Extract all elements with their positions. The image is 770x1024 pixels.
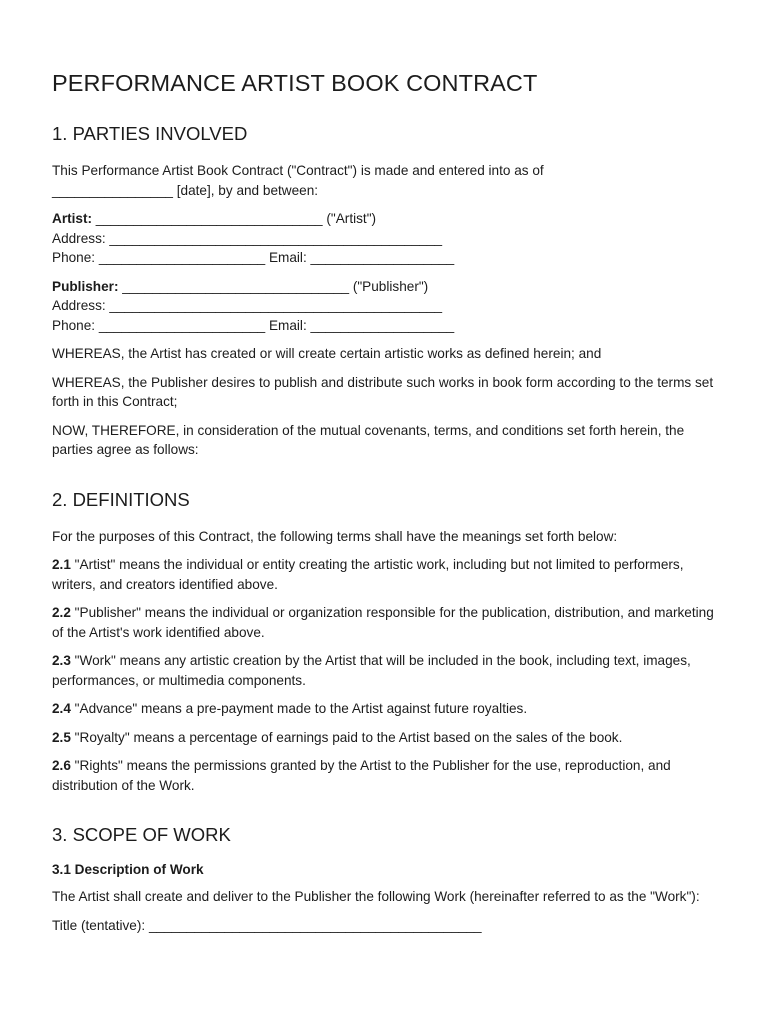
- definition-number: 2.1: [52, 557, 71, 572]
- now-therefore-paragraph: NOW, THEREFORE, in consideration of the mutual covenants, terms, and conditions set forth herein, the parties agree as follows:: [52, 422, 685, 457]
- definition-item: [52, 651, 720, 690]
- definition-number: 2.5: [52, 729, 71, 745]
- publisher-name-line: [52, 277, 720, 297]
- definition-item: [52, 699, 720, 719]
- publisher-address-line: Address: ____________________________________________: [52, 298, 443, 313]
- artist-address-line: Address: ____________________________________________: [52, 230, 443, 246]
- definition-text: "Rights" means the permissions granted by the Artist to the Publisher for the use, reproduction, and distribution of the Work.: [52, 758, 671, 793]
- subsection-heading-description: 3.1 Description of Work: [52, 862, 204, 877]
- definition-number: 2.4: [52, 701, 71, 716]
- artist-name-field: ______________________________ ("Artist"): [92, 211, 377, 226]
- publisher-contact-line: Phone: ______________________ Email: ___________________: [52, 317, 455, 333]
- definition-item: [52, 555, 720, 594]
- section-heading-definitions: 2. DEFINITIONS: [52, 488, 190, 510]
- definition-text: "Work" means any artistic creation by the Artist that will be included in the book, including text, images, performances, or multimedia components.: [52, 653, 691, 688]
- section-heading-parties: 1. PARTIES INVOLVED: [52, 123, 248, 144]
- whereas-artist-paragraph: WHEREAS, the Artist has created or will create certain artistic works as defined herein; and: [52, 346, 602, 361]
- intro-date-line: ________________ [date], by and between:: [52, 182, 319, 198]
- definition-text: "Royalty" means a percentage of earnings paid to the Artist based on the sales of the book.: [70, 729, 623, 745]
- intro-paragraph: [52, 161, 720, 200]
- artist-label: Artist:: [52, 211, 93, 226]
- artist-name-line: [52, 209, 720, 229]
- intro-line: This Performance Artist Book Contract ("Contract") is made and entered into as of: [52, 163, 544, 178]
- section-heading-scope: 3. SCOPE OF WORK: [52, 824, 231, 845]
- publisher-block: [52, 277, 720, 336]
- definition-text: "Publisher" means the individual or organization responsible for the publication, distribution, and marketing of the Artist's work identified above.: [52, 605, 714, 640]
- artist-contact-line: Phone: ______________________ Email: ___________________: [52, 250, 455, 265]
- definition-text: "Artist" means the individual or entity creating the artistic work, including but not limited to performers, writers, and creators identified above.: [52, 557, 684, 592]
- definition-text: "Advance" means a pre-payment made to the Artist against future royalties.: [70, 701, 528, 716]
- definition-item: [52, 603, 720, 642]
- definition-item: [52, 728, 720, 748]
- definition-number: 2.3: [52, 653, 71, 668]
- title-tentative-line: Title (tentative): ____________________________________________: [52, 917, 482, 933]
- definition-item: [52, 756, 720, 795]
- publisher-label: Publisher:: [52, 278, 119, 294]
- artist-block: [52, 209, 720, 268]
- publisher-name-field: ______________________________ ("Publisher"): [118, 278, 429, 294]
- definition-number: 2.2: [52, 605, 71, 620]
- definitions-intro: For the purposes of this Contract, the following terms shall have the meanings set forth below:: [52, 528, 618, 544]
- definition-number: 2.6: [52, 758, 71, 773]
- document-title: PERFORMANCE ARTIST BOOK CONTRACT: [52, 70, 538, 96]
- whereas-publisher-paragraph: WHEREAS, the Publisher desires to publish and distribute such works in book form according to the terms set forth in this Contract;: [52, 374, 714, 409]
- scope-paragraph: The Artist shall create and deliver to the Publisher the following Work (hereinafter referred to as the "Work"):: [52, 889, 700, 904]
